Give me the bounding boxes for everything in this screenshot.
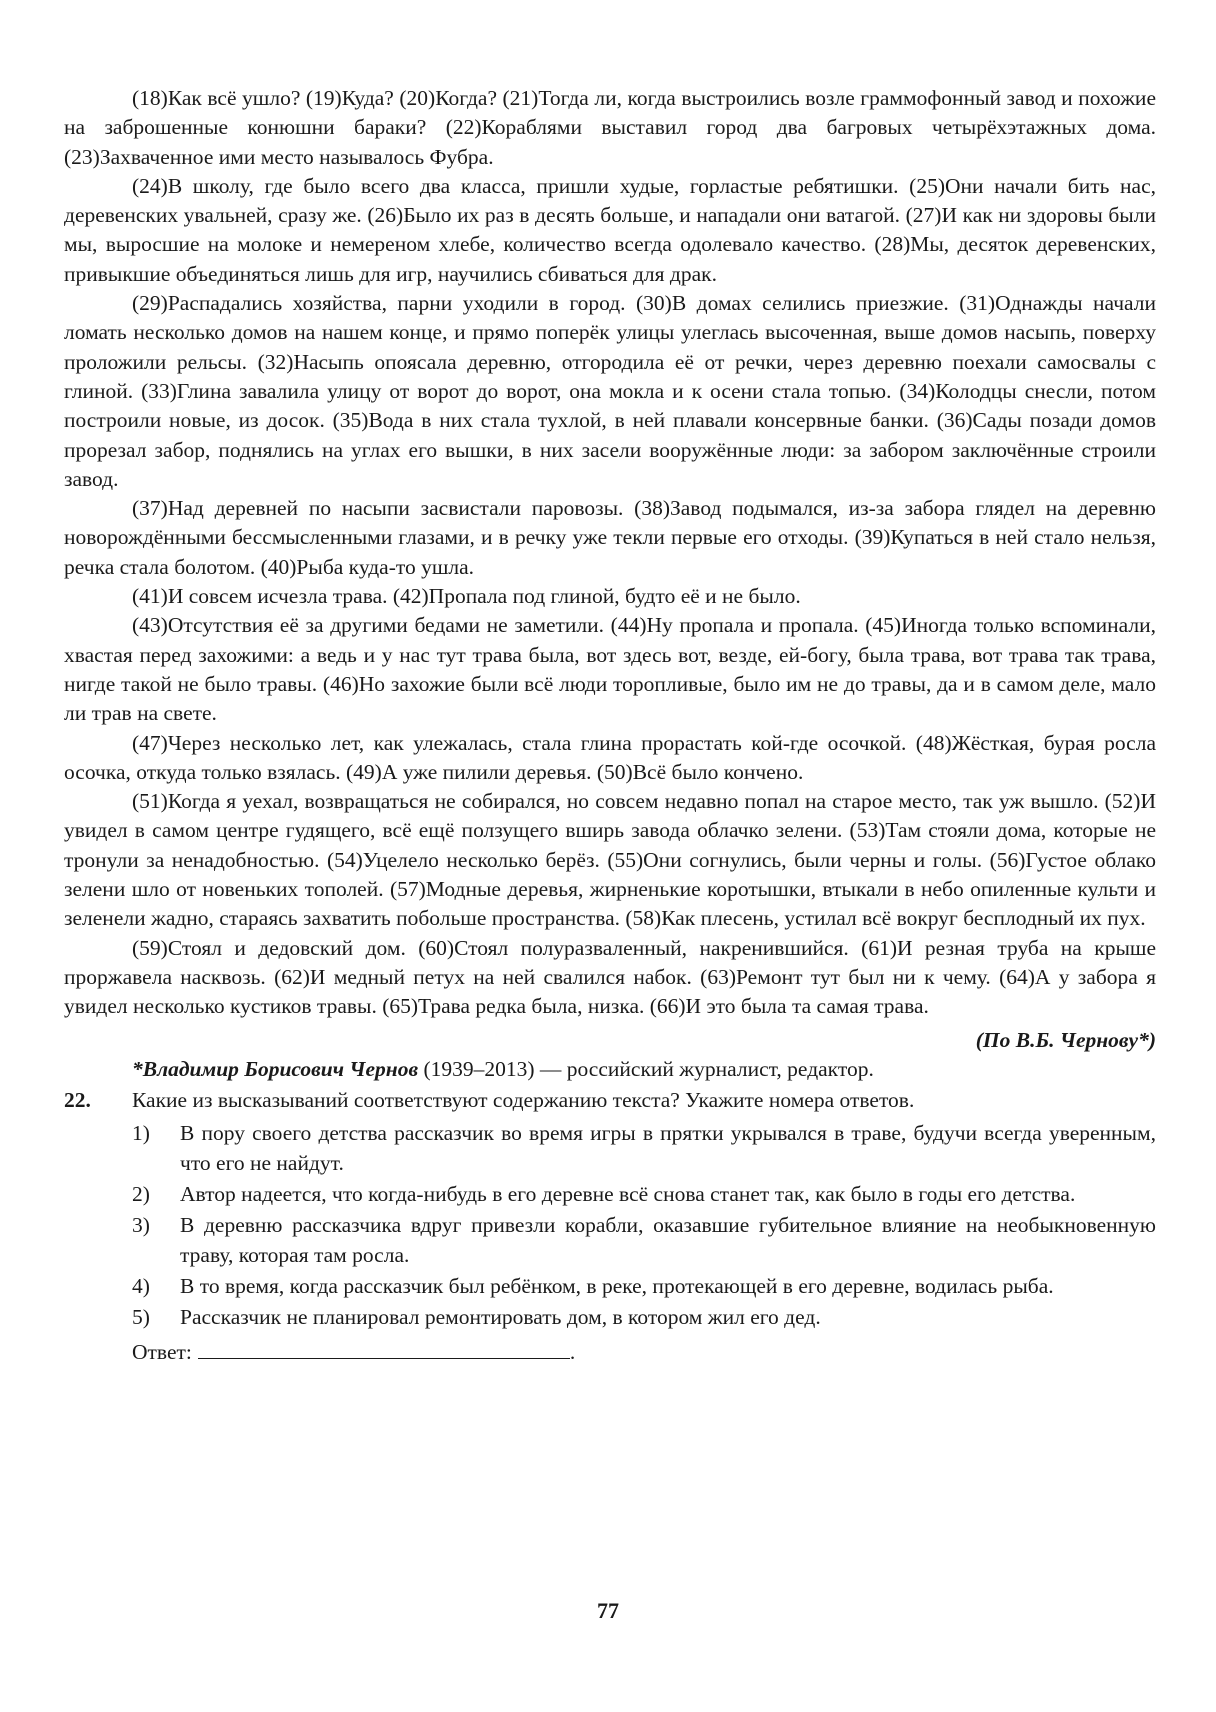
text-paragraph: (18)Как всё ушло? (19)Куда? (20)Когда? (21)Тогда ли, когда выстроились возле граммофонный завод и похожие на заброшенные конюшни бараки? (22)Кораблями выставил город два багровых четырёхэтажных дома. (23)Захваченное ими место называлось Фубра. xyxy=(64,86,1156,169)
text-paragraph: (59)Стоял и дедовский дом. (60)Стоял полуразваленный, накренившийся. (61)И резная труба на крыше проржавела насквозь. (62)И медный петух на ней свалился набок. (63)Ремонт тут был ни к чему. (64)А у забора я увидел несколько кустиков травы. (65)Трава редка была, низка. (66)И это была та самая трава. xyxy=(64,935,1156,1019)
text-paragraph: (24)В школу, где было всего два класса, пришли худые, горластые ребятишки. (25)Они начали бить нас, деревенских увальней, сразу же. (26)Было их раз в десять больше, и нападали они ватагой. (27)И как ни здоровы были мы, выросшие на молоке и немереном хлебе, количество всегда одолевало качество. (28)Мы, десяток деревенских, привыкшие объединяться лишь для игр, научились сбиваться для драк. xyxy=(64,173,1156,286)
option-number: 5) xyxy=(132,1305,150,1330)
text-paragraph: (43)Отсутствия её за другими бедами не заметили. (44)Ну пропала и пропала. (45)Иногда только вспоминали, хвастая перед захожими: а ведь и у нас тут трава была, вот здесь вот, везде, ей-богу, была трава, вот трава так трава, нигде такой не было травы. (46)Но захожие были всё люди торопливые, было им не до травы, да и в самом деле, мало ли трав на свете. xyxy=(64,613,1156,726)
option-number: 2) xyxy=(132,1181,150,1206)
answer-option[interactable] xyxy=(132,1211,1156,1270)
text-paragraph: (29)Распадались хозяйства, парни уходили в город. (30)В домах селились приезжие. (31)Однажды начали ломать несколько домов на нашем конце, и прямо поперёк улицы улеглась высоченная, выше домов насыпь, поверху проложили рельсы. (32)Насыпь опоясала деревню, отгородила её от речки, через деревню поехали самосвалы с глиной. (33)Глина завалила улицу от ворот до ворот, она мокла и к осени стала топью. (34)Колодцы снесли, потом построили новые, из досок. (35)Вода в них стала тухлой, в ней плавали консервные банки. (36)Сады позади домов прорезал забор, поднялись на углах его вышки, в них засели вооружённые люди: за забором заключённые строили завод. xyxy=(64,291,1156,491)
page-number: 77 xyxy=(597,1598,619,1623)
answer-option[interactable] xyxy=(132,1303,1156,1332)
footnote-text: (1939–2013) — российский журналист, редактор. xyxy=(418,1056,874,1081)
answer-period: . xyxy=(569,1340,576,1365)
answer-blank-line[interactable] xyxy=(198,1336,570,1359)
task-number: 22. xyxy=(64,1088,91,1113)
answer-row xyxy=(132,1336,1156,1367)
answer-option[interactable] xyxy=(132,1119,1156,1178)
option-text: В деревню рассказчика вдруг привезли корабли, оказавшие губительное влияние на необыкновенную траву, которая там росла. xyxy=(180,1213,1156,1267)
page-content xyxy=(64,84,1156,1368)
option-number: 3) xyxy=(132,1213,150,1238)
option-text: Автор надеется, что когда-нибудь в его деревне всё снова станет так, как было в годы его детства. xyxy=(180,1181,1076,1206)
option-text: В то время, когда рассказчик был ребёнком, в реке, протекающей в его деревне, водилась рыба. xyxy=(180,1273,1054,1298)
text-paragraph: (51)Когда я уехал, возвращаться не собирался, но совсем недавно попал на старое место, так уж вышло. (52)И увидел в самом центре гудящего, всё ещё ползущего вширь завода облачко зелени. (53)Там стояли дома, которые не тронули за ненадобностью. (54)Уцелело несколько берёз. (55)Они согнулись, были черны и голы. (56)Густое облако зелени шло от новеньких тополей. (57)Модные деревья, жирненькие коротышки, втыкали в небо опиленные культи и зеленели жадно, стараясь захватить побольше пространства. (58)Как плесень, устилал всё вокруг бесплодный их пух. xyxy=(64,789,1156,931)
source-attribution: (По В.Б. Чернову*) xyxy=(975,1027,1156,1052)
text-paragraph: (41)И совсем исчезла трава. (42)Пропала под глиной, будто её и не было. xyxy=(132,584,801,609)
option-number: 4) xyxy=(132,1273,150,1298)
answer-options xyxy=(64,1119,1156,1332)
option-number: 1) xyxy=(132,1121,150,1146)
author-footnote xyxy=(64,1055,1156,1084)
answer-option[interactable] xyxy=(132,1272,1156,1301)
option-text: В пору своего детства рассказчик во время игры в прятки укрывался в траве, будучи всегда уверенным, что его не найдут. xyxy=(180,1121,1156,1175)
option-text: Рассказчик не планировал ремонтировать дом, в котором жил его дед. xyxy=(180,1305,821,1330)
answer-option[interactable] xyxy=(132,1180,1156,1209)
text-paragraph: (37)Над деревней по насыпи засвистали паровозы. (38)Завод подымался, из-за забора глядел на деревню новорождёнными бессмысленными глазами, и в речку уже текли первые его отходы. (39)Купаться в ней стало нельзя, речка стала болотом. (40)Рыба куда-то ушла. xyxy=(64,496,1156,579)
task-22 xyxy=(64,1086,1156,1368)
answer-label: Ответ: xyxy=(132,1340,192,1365)
footnote-author-name: *Владимир Борисович Чернов xyxy=(132,1056,419,1081)
task-question: Какие из высказываний соответствуют содержанию текста? Укажите номера ответов. xyxy=(132,1088,915,1113)
text-paragraph: (47)Через несколько лет, как улежалась, стала глина прорастать кой-где осочкой. (48)Жёсткая, бурая росла осочка, откуда только взялась. (49)А уже пилили деревья. (50)Всё было кончено. xyxy=(64,730,1156,784)
